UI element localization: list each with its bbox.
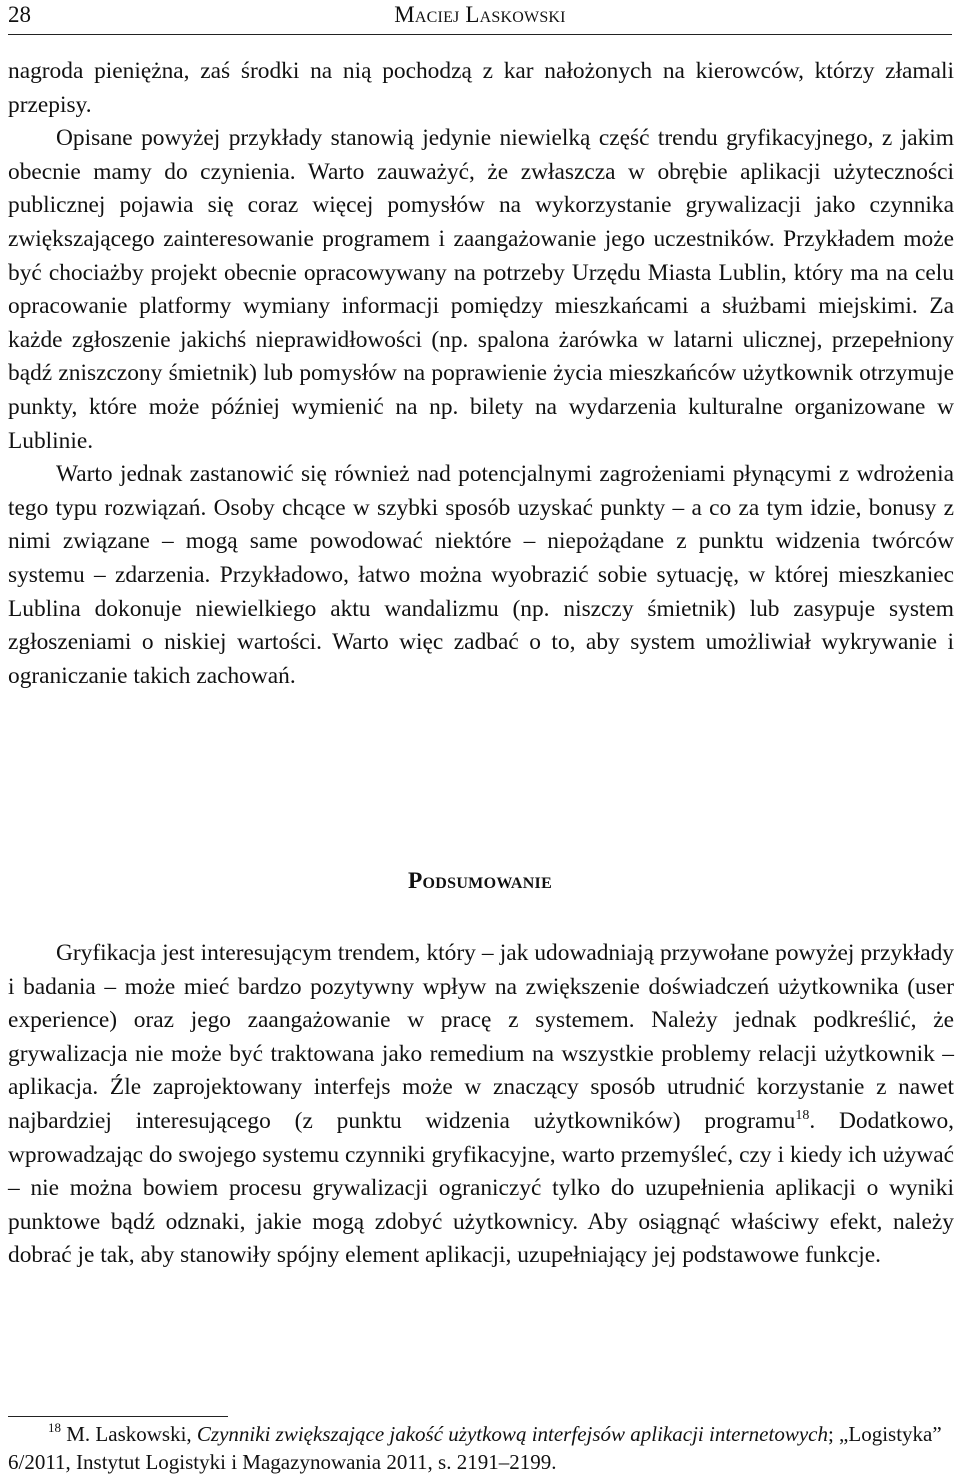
body-text-top bbox=[8, 55, 954, 693]
footnote-reference[interactable]: 18 bbox=[795, 1107, 810, 1123]
paragraph-gamification-trend: Opisane powyżej przykłady stanowią jedynie niewielką część trendu gryfikacyjnego, z jakim obecnie mamy do czynienia. Warto zauważyć, że zwłaszcza w obrębie aplikacji użyteczności publicznej pojawia się coraz więcej pomysłów na wykorzystanie grywalizacji jako czynnika zwiększającego zainteresowanie programem i zaangażowanie jego uczestników. Przykładem może być chociażby projekt obecnie opracowywany na potrzeby Urzędu Miasta Lublin, który ma na celu opracowanie platformy wymiany informacji pomiędzy mieszkańcami a służbami miejskimi. Za każde zgłoszenie jakichś nieprawidłowości (np. spalona żarówka w latarni ulicznej, przepełniony bądź zniszczony śmietnik) lub pomysłów na poprawienie życia mieszkańców użytkownik otrzymuje punkty, które może później wymienić na np. bilety na wydarzenia kulturalne organizowane w Lublinie. bbox=[8, 125, 954, 454]
footnote-source: ; „Logistyka” 6/2011, Instytut Logistyki i Magazynowania 2011, s. 2191–2199. bbox=[8, 1422, 942, 1474]
footnote-18 bbox=[8, 1420, 954, 1476]
page-header bbox=[8, 0, 952, 35]
running-head-author: Maciej Laskowski bbox=[394, 2, 566, 27]
footnote-author: M. Laskowski, bbox=[66, 1422, 197, 1446]
footnote-number: 18 bbox=[48, 1420, 61, 1435]
body-text-summary bbox=[8, 937, 954, 1273]
footnote-separator bbox=[8, 1416, 228, 1417]
page-number: 28 bbox=[8, 2, 31, 27]
section-heading-summary: Podsumowanie bbox=[407, 868, 553, 894]
paragraph-threats: Warto jednak zastanowić się również nad potencjalnymi zagrożeniami płynącymi z wdrożenia tego typu rozwiązań. Osoby chcące w szybki sposób uzyskać punkty – a co za tym idzie, bonusy z nimi związane – mogą same powodować niektóre – niepożądane z punktu widzenia twórców systemu – zdarzenia. Przykładowo, łatwo można wyobrazić sobie sytuację, w której mieszkaniec Lublina dokonuje niewielkiego aktu wandalizmu (np. niszczy śmietnik) lub zasypuje system zgłoszeniami o niskiej wartości. Warto więc zadbać o to, aby system umożliwiał wykrywanie i ograniczanie takich zachowań. bbox=[8, 461, 954, 689]
summary-text-part2: . Dodatkowo, wprowadzając do swojego systemu czynniki gryfikacyjne, warto przemyśleć, czy i kiedy ich używać – nie można bowiem procesu grywalizacji ograniczyć tylko do uzupełnienia aplikacji o wyniki punktowe bądź odznaki, jakie mogą zdobyć użytkownicy. Aby osiągnąć właściwy efekt, należy dobrać je tak, aby stanowiły spójny element aplikacji, uzupełniający jej podstawowe funkcje. bbox=[8, 1107, 955, 1269]
paragraph-summary bbox=[8, 937, 954, 1273]
paragraph-continuation: nagroda pieniężna, zaś środki na nią pochodzą z kar nałożonych na kierowców, którzy złamali przepisy. bbox=[8, 58, 954, 118]
footnote-title: Czynniki zwiększające jakość użytkową interfejsów aplikacji internetowych bbox=[196, 1422, 828, 1446]
summary-text-part1: Gryfikacja jest interesującym trendem, który – jak udowadniają przywołane powyżej przykłady i badania – może mieć bardzo pozytywny wpływ na zwiększenie doświadczeń użytkownika (user experience) oraz jego zaangażowanie w pracę z systemem. Należy jednak podkreślić, że grywalizacja nie może być traktowana jako remedium na wszystkie problemy relacji użytkownik – aplikacja. Źle zaprojektowany interfejs może w znaczący sposób utrudnić korzystanie z nawet najbardziej interesującego (z punktu widzenia użytkowników) programu bbox=[8, 940, 954, 1134]
